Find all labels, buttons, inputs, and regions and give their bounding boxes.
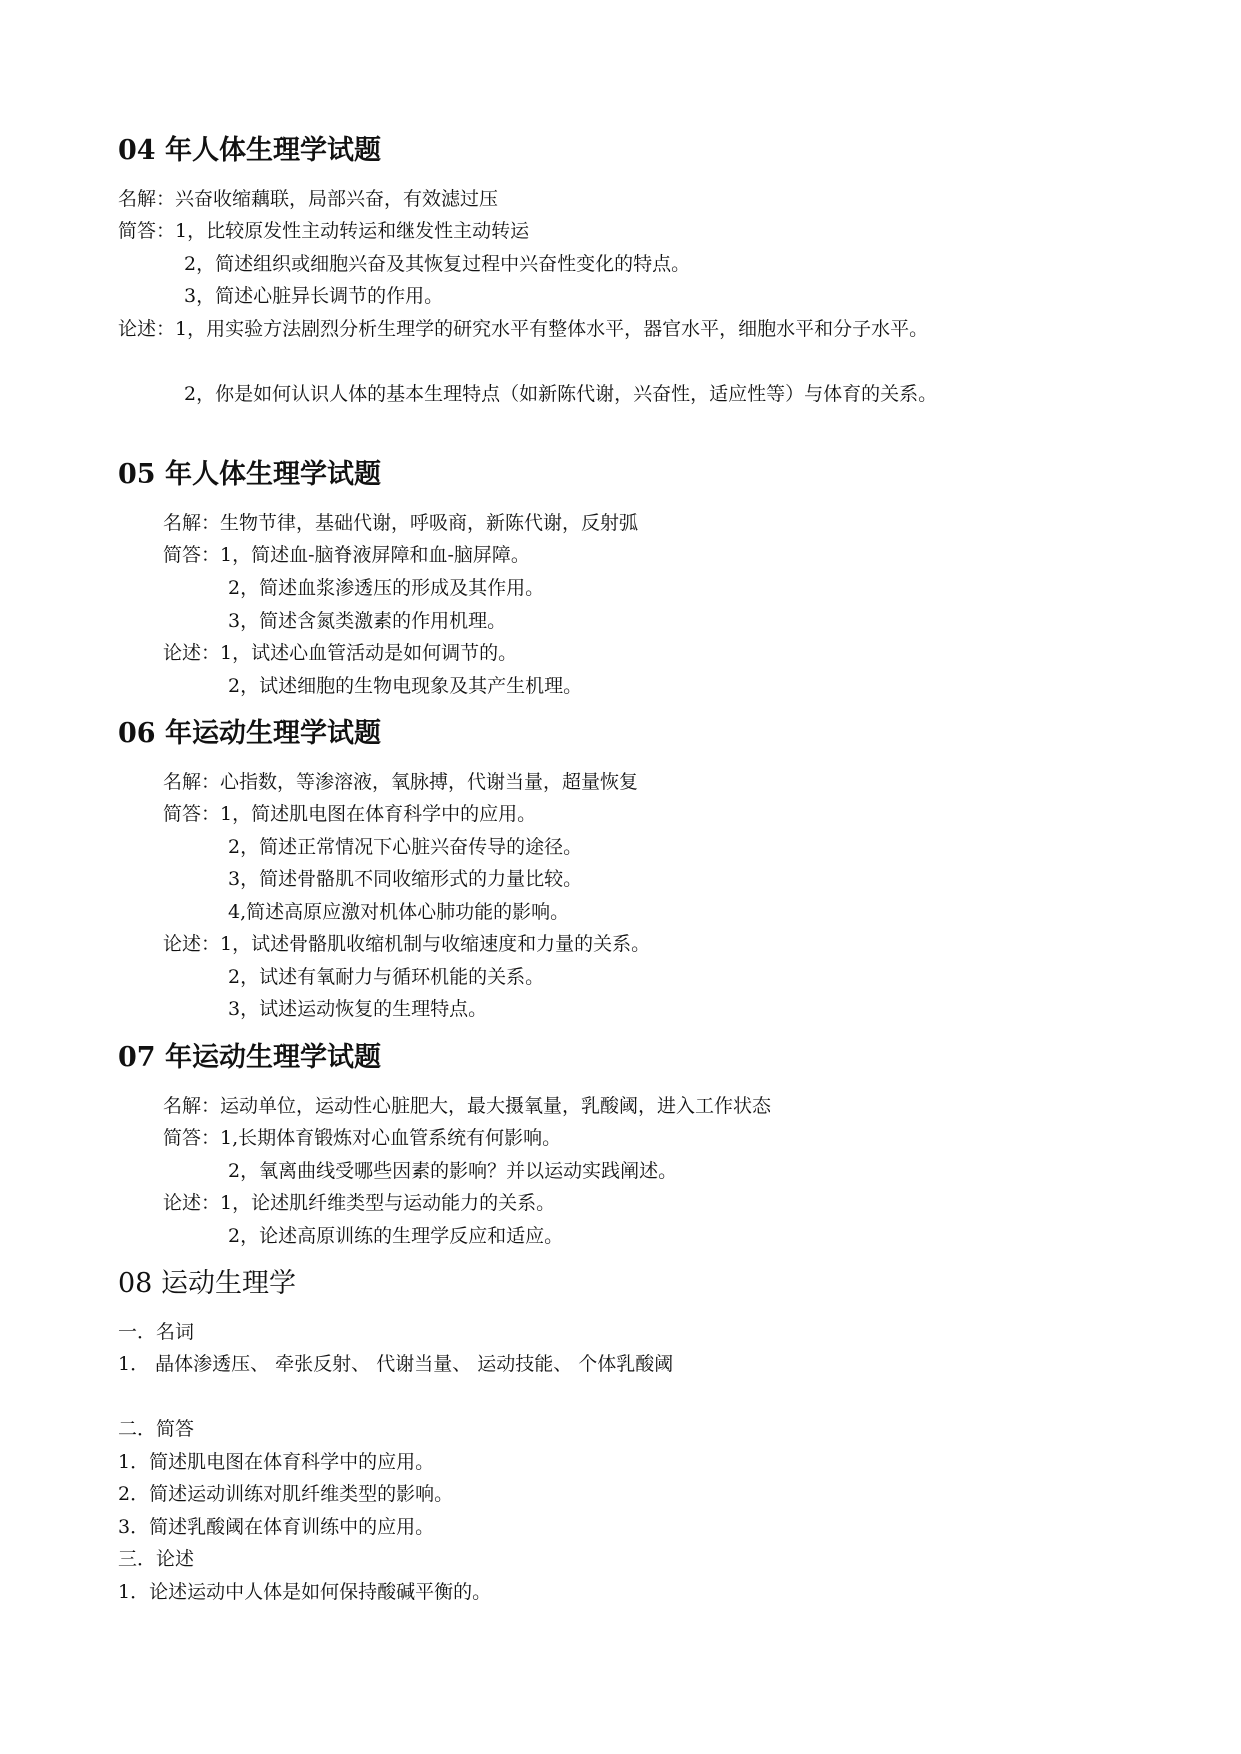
section-title-07: 07 年运动生理学试题 xyxy=(118,1042,381,1073)
s08-line-7: 三．论述 xyxy=(118,1548,195,1570)
s08-line-6: 3．简述乳酸阈在体育训练中的应用。 xyxy=(118,1516,435,1538)
s08-line-5: 2．简述运动训练对肌纤维类型的影响。 xyxy=(118,1483,454,1505)
s06-line-4: 3，简述骨骼肌不同收缩形式的力量比较。 xyxy=(228,868,583,890)
s08-line-2: 1． 晶体渗透压、 牵张反射、 代谢当量、 运动技能、 个体乳酸阈 xyxy=(118,1353,674,1375)
s08-line-3: 二．简答 xyxy=(118,1418,195,1440)
s05-line-3: 2，简述血浆渗透压的形成及其作用。 xyxy=(228,577,545,599)
s08-line-8: 1．论述运动中人体是如何保持酸碱平衡的。 xyxy=(118,1581,492,1603)
s05-line-4: 3，简述含氮类激素的作用机理。 xyxy=(228,610,507,632)
s08-line-1: 一．名词 xyxy=(118,1321,195,1343)
s05-line-2: 简答：1，简述血-脑脊液屏障和血-脑屏障。 xyxy=(163,544,530,566)
s04-line-4: 3，简述心脏异长调节的作用。 xyxy=(184,285,444,307)
s07-line-1: 名解：运动单位，运动性心脏肥大，最大摄氧量，乳酸阈，进入工作状态 xyxy=(163,1095,772,1117)
s05-line-6: 2，试述细胞的生物电现象及其产生机理。 xyxy=(228,675,583,697)
s06-line-3: 2，简述正常情况下心脏兴奋传导的途径。 xyxy=(228,836,583,858)
section-title-04: 04 年人体生理学试题 xyxy=(118,135,381,166)
section-title-05: 05 年人体生理学试题 xyxy=(118,459,381,490)
s04-line-2: 简答：1，比较原发性主动转运和继发性主动转运 xyxy=(118,220,530,242)
s06-line-8: 3，试述运动恢复的生理特点。 xyxy=(228,998,488,1020)
s06-line-5: 4,简述高原应激对机体心肺功能的影响。 xyxy=(228,901,570,923)
s06-line-7: 2，试述有氧耐力与循环机能的关系。 xyxy=(228,966,545,988)
s08-line-4: 1．简述肌电图在体育科学中的应用。 xyxy=(118,1451,435,1473)
s04-line-3: 2，简述组织或细胞兴奋及其恢复过程中兴奋性变化的特点。 xyxy=(184,253,691,275)
s04-line-1: 名解：兴奋收缩藕联，局部兴奋，有效滤过压 xyxy=(118,188,499,210)
s06-line-1: 名解：心指数，等渗溶液，氧脉搏，代谢当量，超量恢复 xyxy=(163,771,639,793)
s06-line-6: 论述：1，试述骨骼肌收缩机制与收缩速度和力量的关系。 xyxy=(163,933,651,955)
s04-line-5: 论述：1，用实验方法剧烈分析生理学的研究水平有整体水平，器官水平，细胞水平和分子水平。 xyxy=(118,318,929,340)
s05-line-5: 论述：1，试述心血管活动是如何调节的。 xyxy=(163,642,518,664)
s06-line-2: 简答：1，简述肌电图在体育科学中的应用。 xyxy=(163,803,537,825)
s05-line-1: 名解：生物节律，基础代谢，呼吸商，新陈代谢，反射弧 xyxy=(163,512,639,534)
s07-line-2: 简答：1,长期体育锻炼对心血管系统有何影响。 xyxy=(163,1127,562,1149)
s07-line-3: 2，氧离曲线受哪些因素的影响？并以运动实践阐述。 xyxy=(228,1160,678,1182)
s04-line-6: 2，你是如何认识人体的基本生理特点（如新陈代谢，兴奋性，适应性等）与体育的关系。 xyxy=(184,383,938,405)
s07-line-4: 论述：1，论述肌纤维类型与运动能力的关系。 xyxy=(163,1192,556,1214)
section-title-08: 08 运动生理学 xyxy=(118,1268,296,1299)
s07-line-5: 2，论述高原训练的生理学反应和适应。 xyxy=(228,1225,564,1247)
section-title-06: 06 年运动生理学试题 xyxy=(118,718,381,749)
